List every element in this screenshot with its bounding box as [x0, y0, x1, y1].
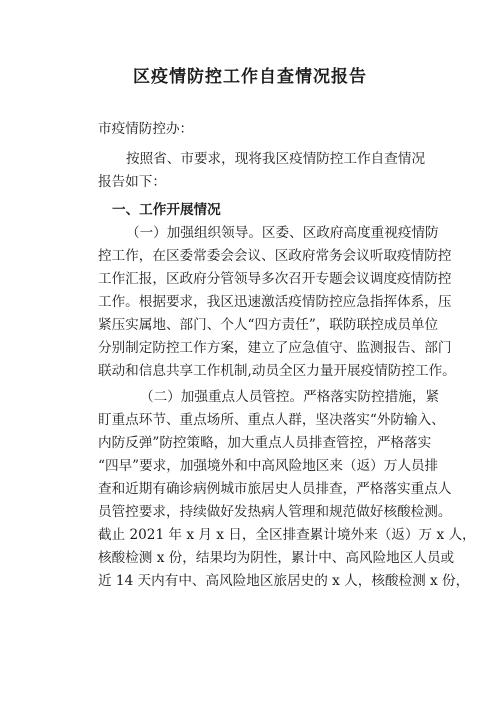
intro-line: 报告如下：: [98, 174, 166, 190]
salutation: 市疫情防控办：: [98, 121, 194, 137]
paragraph-line: 盯重点环节、重点场所、重点人群，坚决落实“外防输入、: [98, 412, 445, 428]
paragraph-line: （二）加强重点人员管控。严格落实防控措施，紧: [140, 389, 440, 405]
paragraph-line: 联动和信息共享工作机制,动员全区力量开展疫情防控工作。: [98, 363, 456, 379]
paragraph-line: 控工作，在区委常委会会议、区政府常务会议听取疫情防控: [98, 248, 452, 264]
paragraph-line: “四早”要求，加强境外和中高风险地区来（返）万人员排: [98, 458, 439, 474]
document-title: 区疫情防控工作自查情况报告: [133, 67, 367, 87]
paragraph-line: （一）加强组织领导。区委、区政府高度重视疫情防: [126, 225, 439, 241]
paragraph-line: 员管控要求，持续做好发热病人管理和规范做好核酸检测。: [98, 504, 452, 520]
paragraph-line: 核酸检测 x 份，结果均为阴性，累计中、高风险地区人员或: [98, 550, 455, 566]
section-heading: 一、工作开展情况: [112, 202, 221, 218]
paragraph-line: 查和近期有确诊病例城市旅居史人员排查，严格落实重点人: [98, 481, 452, 497]
paragraph-line: 近 14 天内有中、高风险地区旅居史的 x 人，核酸检测 x 份，: [98, 573, 470, 589]
paragraph-line: 截止 2021 年 x 月 x 日，全区排查累计境外来（返）万 x 人，: [98, 527, 476, 543]
paragraph-line: 分别制定防控工作方案，建立了应急值守、监测报告、部门: [98, 340, 452, 356]
paragraph-line: 工作。根据要求，我区迅速激活疫情防控应急指挥体系，压: [98, 294, 452, 310]
paragraph-line: 内防反弹”防控策略，加大重点人员排查管控，严格落实: [98, 435, 432, 451]
intro-line: 按照省、市要求，现将我区疫情防控工作自查情况: [126, 151, 426, 167]
paragraph-line: 工作汇报，区政府分管领导多次召开专题会议调度疫情防控: [98, 271, 452, 287]
paragraph-line: 紧压实属地、部门、个人“四方责任”，联防联控成员单位: [98, 317, 439, 333]
